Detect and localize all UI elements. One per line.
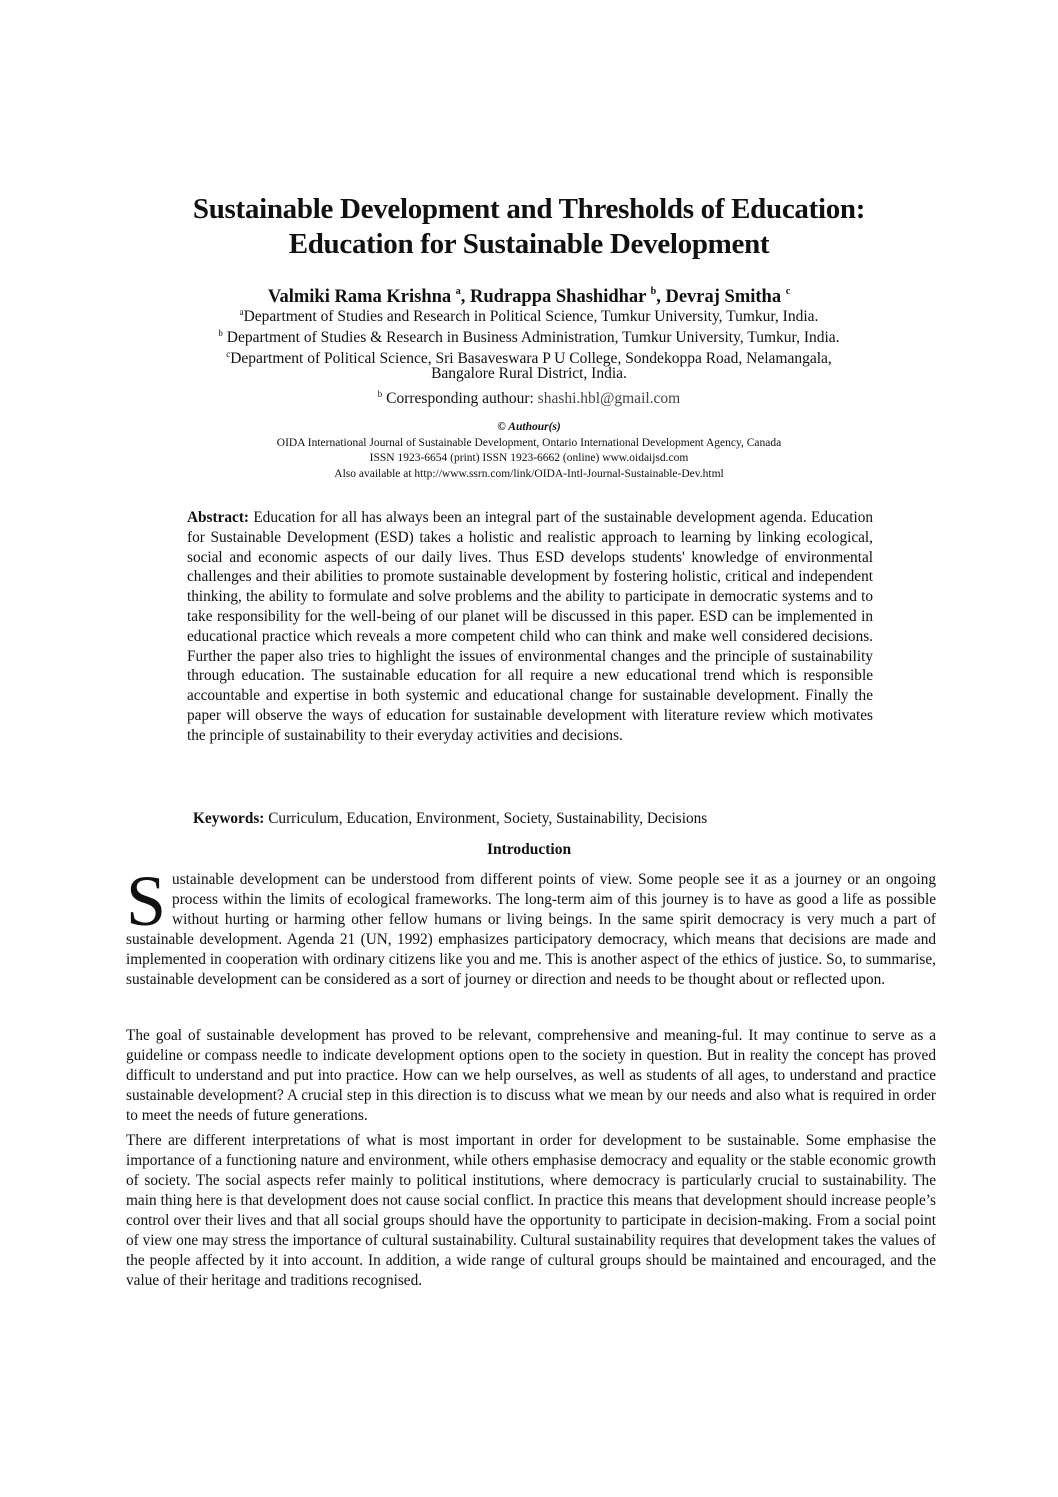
title-line-2: Education for Sustainable Development: [288, 228, 770, 260]
section-heading-introduction: Introduction: [486, 841, 572, 858]
affiliation-text: Department of Studies and Research in Political Science, Tumkur University, Tumkur, India.: [243, 308, 819, 325]
author-name: Devraj Smitha: [665, 287, 782, 307]
intro-paragraph: There are different interpretations of what is most important in order for development to be sustainable. Some emphasise the importance of a functioning nature and environment, while others emphasise democracy and equality or the stable economic growth of society. The social aspects refer mainly to political institutions, where democracy is particularly crucial to sustainability. The main thing here is that development does not cause social conflict. In practice this means that development should increase people’s control over their lives and that all social groups should have the opportunity to participate in decision-making. From a social point of view one may stress the importance of cultural sustainability. Cultural sustainability requires that development takes the values of the people affected by it into account. In addition, a wide range of cultural groups should be maintained and encouraged, and the value of their heritage and traditions recognised.: [126, 1132, 936, 1289]
keywords-text: Curriculum, Education, Environment, Society, Sustainability, Decisions: [264, 810, 708, 827]
abstract-label: Abstract:: [187, 509, 250, 526]
paragraph-text: ustainable development can be understood from different points of view. Some people see it as a journey or an ongoing process within the limits of ecological frameworks. The long-term aim of this journey is to have as good a life as possible without hurting or harming other fellow humans or living beings. In the same spirit democracy is very much a part of sustainable development. Agenda 21 (UN, 1992) emphasizes participatory democracy, which means that decisions are made and implemented in cooperation with ordinary citizens like you and me. This is another aspect of the ethics of justice. So, to summarise, sustainable development can be considered as a sort of journey or direction and needs to be thought about or reflected upon.: [126, 871, 936, 988]
corresponding-mark: b: [377, 389, 383, 399]
publication-info: [100, 420, 958, 482]
author-separator: ,: [656, 287, 666, 307]
corresponding-label: Corresponding authour:: [382, 390, 538, 407]
author-name: Valmiki Rama Krishna: [267, 287, 452, 307]
author-mark: b: [650, 286, 657, 297]
affiliation-text: Department of Political Science, Sri Basaveswara P U College, Sondekoppa Road, Nelamangala,: [230, 350, 832, 367]
title-line-1: Sustainable Development and Thresholds of Education:: [192, 193, 866, 225]
copyright-notice: © Authour(s): [497, 421, 561, 433]
corresponding-author: [100, 384, 958, 409]
keywords: [193, 809, 893, 829]
paper-title: [100, 192, 958, 262]
author-separator: ,: [460, 287, 471, 307]
abstract-text: Education for all has always been an integral part of the sustainable development agenda. Education for Sustainable Development (ESD) takes a holistic and realistic approach to learning by linking ecological, social and economic aspects of our daily lives. Thus ESD develops students' knowledge of environmental challenges and their abilities to promote sustainable development by fostering holistic, critical and independent thinking, the ability to formulate and solve problems and the ability to participate in democratic systems and to take responsibility for the well-being of our planet will be discussed in this paper. ESD can be implemented in educational practice which reveals a more competent child who can think and make well considered decisions. Further the paper also tries to highlight the issues of environmental changes and the principle of sustainability through education. The sustainable education for all require a new educational trend which is responsible accountable and expertise in both systemic and educational change for sustainable development. Finally the paper will observe the ways of education for sustainable development with literature review which motivates the principle of sustainability to their everyday activities and decisions.: [187, 509, 873, 744]
dropcap-letter: S: [126, 861, 167, 941]
affiliation-mark: a: [239, 307, 244, 317]
author-mark: a: [455, 286, 461, 297]
affiliation-text: Department of Studies & Research in Business Administration, Tumkur University, Tumkur, India.: [222, 329, 840, 346]
corresponding-email[interactable]: shashi.hbl@gmail.com: [537, 390, 681, 407]
affiliation-mark: c: [226, 349, 231, 359]
availability-line: Also available at http://www.ssrn.com/link/OIDA-Intl-Journal-Sustainable-Dev.html: [334, 467, 724, 480]
affiliation-text: Bangalore Rural District, India.: [431, 365, 627, 382]
issn-line: ISSN 1923-6654 (print) ISSN 1923-6662 (online) www.oidaijsd.com: [369, 452, 689, 464]
journal-name: OIDA International Journal of Sustainable Development, Ontario International Development Agency, Canada: [276, 436, 782, 449]
affiliation-mark: b: [218, 328, 223, 338]
intro-paragraph: [126, 861, 936, 990]
author-name: Rudrappa Shashidhar: [470, 287, 647, 307]
author-mark: c: [785, 286, 791, 297]
abstract: [187, 508, 873, 746]
intro-paragraph: The goal of sustainable development has proved to be relevant, comprehensive and meaning-ful. It may continue to serve as a guideline or compass needle to indicate development options open to the society in question. But in reality the concept has proved difficult to understand and put into practice. How can we help ourselves, as well as students of all ages, to understand and practice sustainable development? A crucial step in this direction is to discuss what we mean by our needs and also what is required in order to meet the needs of future generations.: [126, 1027, 936, 1124]
keywords-label: Keywords:: [193, 810, 265, 827]
affiliation: [100, 364, 958, 384]
